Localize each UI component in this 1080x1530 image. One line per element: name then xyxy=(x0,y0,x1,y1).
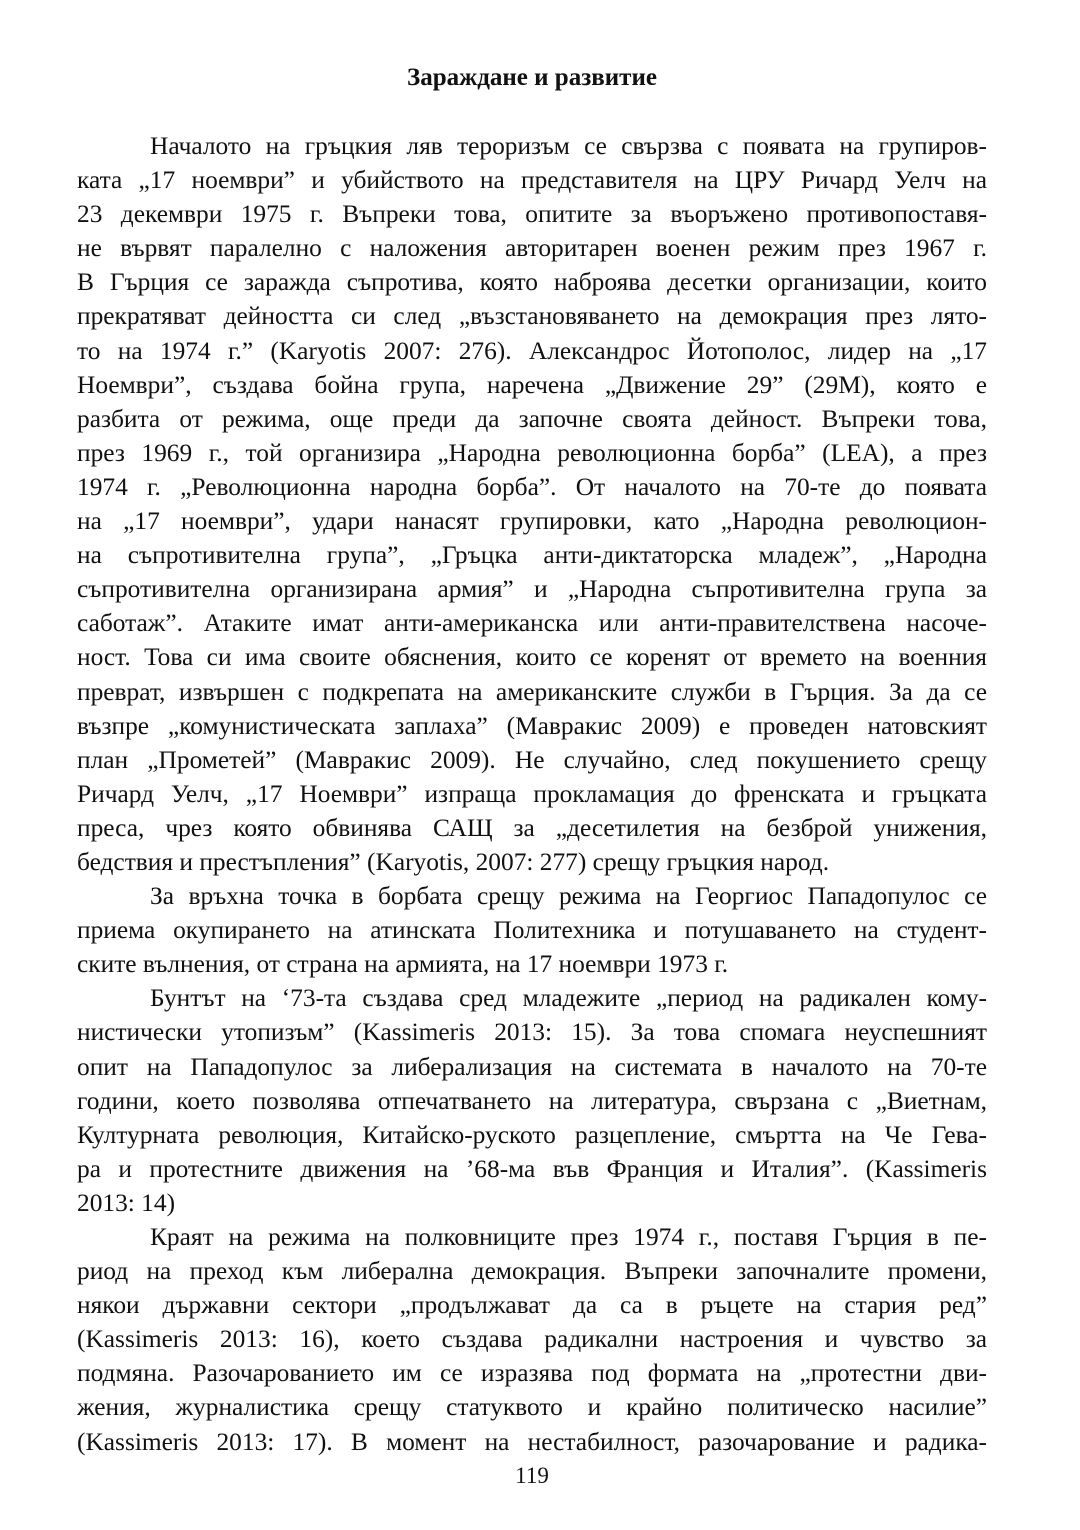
text-line: план „Прометей” (Мавракис 2009). Не случайно, след покушението срещу xyxy=(77,745,987,774)
text-line: преврат, извършен с подкрепата на американските служби в Гърция. За да се xyxy=(77,677,987,706)
text-line: ност. Това си има своите обяснения, които се коренят от времето на военния xyxy=(77,643,987,672)
text-line: опит на Пападопулос за либерализация на системата в началото на 70-те xyxy=(77,1052,987,1081)
text-line: преса, чрез която обвинява САЩ за „десетилетия на безброй унижения, xyxy=(77,813,987,842)
text-line: В Гърция се заражда съпротива, която наброява десетки организации, които xyxy=(77,268,987,297)
text-line: нистически утопизъм” (Kassimeris 2013: 15). За това спомага неуспешният xyxy=(77,1018,987,1047)
text-line: възпре „комунистическата заплаха” (Мавракис 2009) е проведен натовският xyxy=(77,711,987,740)
text-line: жения, журналистика срещу статуквото и крайно политическо насилие” xyxy=(77,1393,987,1422)
page-number: 119 xyxy=(515,1463,549,1488)
text-line: (Kassimeris 2013: 17). В момент на нестабилност, разочарование и радика- xyxy=(77,1427,987,1456)
text-line: Културната революция, Китайско-руското разцепление, смъртта на Че Гева- xyxy=(77,1120,987,1149)
text-line: Ричард Уелч, „17 Ноември” изпраща прокламация до френската и гръцката xyxy=(77,779,987,808)
text-line: бедствия и престъпления” (Karyotis, 2007: 277) срещу гръцкия народ. xyxy=(77,847,830,876)
paragraph xyxy=(77,981,987,1220)
text-line: ските вълнения, от страна на армията, на 17 ноември 1973 г. xyxy=(77,950,729,979)
text-line: За връхна точка в борбата срещу режима на Георгиос Пападопулос се xyxy=(150,882,987,911)
paragraph xyxy=(77,129,987,879)
paragraph xyxy=(77,1220,987,1459)
text-line: 23 декември 1975 г. Въпреки това, опитите за въоръжено противопоставя- xyxy=(77,200,987,229)
text-line: саботаж”. Атаките имат анти-американска или анти-правителствена насоче- xyxy=(77,609,987,638)
text-line: подмяна. Разочарованието им се изразява под формата на „протестни дви- xyxy=(77,1359,987,1388)
text-line: на съпротивителна група”, „Гръцка анти-диктаторска младеж”, „Народна xyxy=(77,541,987,570)
text-line: през 1969 г., той организира „Народна революционна борба” (LEA), а през xyxy=(77,438,987,467)
paragraph xyxy=(77,879,987,981)
text-line: прекратяват дейността си след „възстановяването на демокрация през лято- xyxy=(77,302,987,331)
text-line: Бунтът на ‘73-та създава сред младежите „период на радикален кому- xyxy=(150,984,987,1013)
text-line: не вървят паралелно с наложения авторитарен военен режим през 1967 г. xyxy=(77,234,987,263)
text-line: Ноември”, създава бойна група, наречена „Движение 29” (29M), която е xyxy=(77,370,987,399)
text-line: 1974 г. „Революционна народна борба”. От началото на 70-те до появата xyxy=(77,472,987,501)
text-line: риод на преход към либерална демокрация. Въпреки започналите промени, xyxy=(77,1257,987,1286)
text-line: на „17 ноември”, удари нанасят групировки, като „Народна революцион- xyxy=(77,507,987,536)
text-line: приема окупирането на атинската Политехника и потушаването на студент- xyxy=(77,916,987,945)
body-text xyxy=(77,129,987,1459)
text-line: разбита от режима, още преди да започне своята дейност. Въпреки това, xyxy=(77,404,987,433)
text-line: (Kassimeris 2013: 16), което създава радикални настроения и чувство за xyxy=(77,1325,987,1354)
text-line: то на 1974 г.” (Karyotis 2007: 276). Александрос Йотополос, лидер на „17 xyxy=(77,336,987,365)
text-line: години, което позволява отпечатването на литература, свързана с „Виетнам, xyxy=(77,1086,987,1115)
text-line: ката „17 ноември” и убийството на представителя на ЦРУ Ричард Уелч на xyxy=(77,166,987,195)
text-line: Началото на гръцкия ляв тероризъм се свързва с появата на групиров- xyxy=(150,132,987,160)
text-line: ра и протестните движения на ’68-ма във Франция и Италия”. (Kassimeris xyxy=(77,1154,987,1183)
text-line: съпротивителна организирана армия” и „Народна съпротивителна група за xyxy=(77,575,987,604)
text-line: 2013: 14) xyxy=(77,1188,176,1217)
text-line: Краят на режима на полковниците през 1974 г., поставя Гърция в пе- xyxy=(150,1223,987,1251)
text-line: някои държавни сектори „продължават да са в ръцете на стария ред” xyxy=(77,1291,987,1320)
section-title: Зараждане и развитие xyxy=(407,64,657,91)
